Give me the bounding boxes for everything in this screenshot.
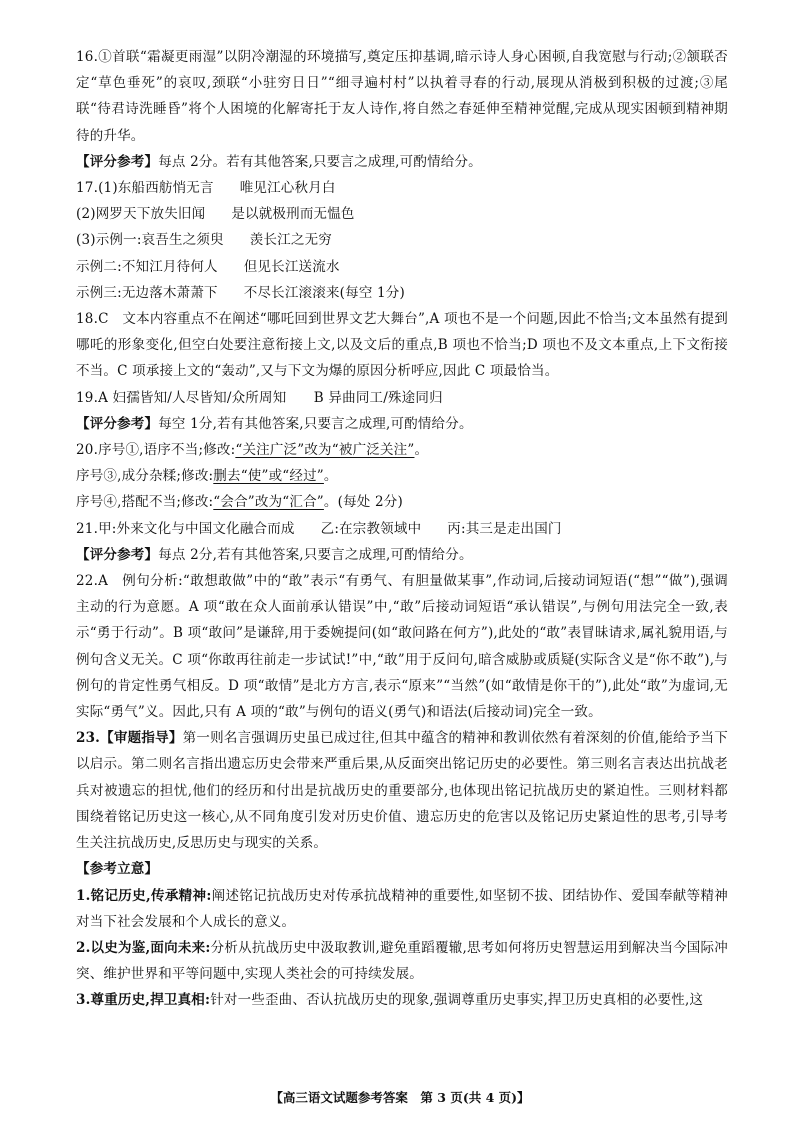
q23-idea-2	[76, 935, 728, 987]
q20-line-1	[76, 437, 728, 463]
scoring-label: 【评分参考】	[76, 153, 159, 170]
q17-blank-4: 是以就极刑而无愠色	[231, 206, 355, 223]
q20-fix-2: 删去“使”或“经过”	[213, 468, 324, 485]
q17-line-4	[76, 254, 728, 280]
q23-guidance-label: 23.【审题指导】	[76, 730, 183, 747]
q17-example-3a: 示例三:无边落木萧萧下	[76, 284, 218, 301]
q23-idea-3	[76, 987, 728, 1013]
q20-fix-1: “关注广泛”改为“被广泛关注”	[235, 442, 415, 459]
q17-line-5	[76, 280, 728, 306]
q20-punct-2: 。	[323, 468, 338, 485]
q21-bing: 丙:其三是走出国门	[447, 520, 562, 537]
q21-answer	[76, 516, 728, 542]
q17-blank-1: 17.(1)东船西舫悄无言	[76, 180, 214, 197]
idea-3-title: 3.尊重历史,捍卫真相:	[76, 992, 211, 1009]
idea-1-title: 1.铭记历史,传承精神:	[76, 887, 212, 904]
q20-punct-1: 。	[414, 442, 429, 459]
answer-content	[76, 44, 728, 1014]
q19-answer: 19.A 妇孺皆知/人尽皆知/众所周知 B 异曲同工/殊途同归	[76, 389, 443, 406]
idea-2-title: 2.以史为鉴,面向未来:	[76, 939, 211, 956]
idea-2-text: 分析从抗战历史中汲取教训,避免重蹈覆辙,思考如何将历史智慧运用到解决当今国际冲突、维护世界和平等问题中,实现人类社会的可持续发展。	[76, 939, 728, 983]
q20-line-2	[76, 463, 728, 489]
q20-punct-3: 。(每处 2分)	[323, 494, 403, 511]
q17-blank-2: 唯见江心秋月白	[239, 180, 336, 197]
q23-guidance	[76, 725, 728, 856]
q17-blank-3: (2)网罗天下放失旧闻	[76, 206, 206, 223]
scoring-label: 【评分参考】	[76, 546, 159, 563]
q20-error-2: 序号③,成分杂糅;修改:	[76, 468, 214, 485]
q17-blank-5: (3)示例一:哀吾生之须臾	[76, 232, 224, 249]
q18-answer: 18.C 文本内容重点不在阐述“哪吒回到世界文艺大舞台”,A 项也不是一个问题,因此不恰当;文本虽然有提到哪吒的形象变化,但空白处要注意衔接上文,以及文后的重点,B 项也不恰当;D 项也不及文本重点,上下文衔接不当。C 项承接上文的“轰动”,又与下文为爆的原因分析呼应,因此 C 项最恰当。	[76, 311, 728, 380]
q19-scoring	[76, 411, 728, 437]
q16-scoring	[76, 149, 728, 175]
q17-example-3b: 不尽长江滚滚来(每空 1分)	[243, 284, 405, 301]
q20-line-3	[76, 489, 728, 515]
scoring-text: 每点 2分。若有其他答案,只要言之成理,可酌情给分。	[158, 153, 482, 170]
idea-3-text: 针对一些歪曲、否认抗战历史的现象,强调尊重历史事实,捍卫历史真相的必要性,这	[210, 992, 704, 1009]
q21-yi: 乙:在宗教领域中	[320, 520, 422, 537]
q20-error-1: 20.序号①,语序不当;修改:	[76, 442, 236, 459]
q16-answer: 16.①首联“霜凝更雨湿”以阴冷潮湿的环境描写,奠定压抑基调,暗示诗人身心困顿,自我宽慰与行动;②颔联否定“草色垂死”的哀叹,颈联“小驻穷日日”“细寻遍村村”以执着寻春的行动,展现从消极到积极的过渡;③尾联“待君诗洗睡昏”将个人困境的化解寄托于友人诗作,将自然之春延伸至精神觉醒,完成从现实困顿到精神期待的升华。	[76, 49, 728, 144]
q21-scoring	[76, 542, 728, 568]
scoring-text: 每点 2分,若有其他答案,只要言之成理,可酌情给分。	[158, 546, 473, 563]
q20-error-3: 序号④,搭配不当;修改:	[76, 494, 214, 511]
q17-example-2a: 示例二:不知江月待何人	[76, 258, 218, 275]
q17-blank-6: 羡长江之无穷	[249, 232, 332, 249]
q21-jia: 21.甲:外来文化与中国文化融合而成	[76, 520, 295, 537]
q23-guidance-text: 第一则名言强调历史虽已成过往,但其中蕴含的精神和教训依然有着深刻的价值,能给予当下以启示。第二则名言指出遗忘历史会带来严重后果,从反面突出铭记历史的必要性。第三则名言表达出抗战老兵对被遗忘的担忧,他们的经历和付出是抗战历史的重要部分,也体现出铭记抗战历史的紧迫性。三则材料都围绕着铭记历史这一核心,从不同角度引发对历史价值、遗忘历史的危害以及铭记历史紧迫性的思考,引导考生关注抗战历史,反思历史与现实的关系。	[76, 730, 728, 852]
page-footer: 【高三语文试题参考答案 第 3 页(共 4 页)】	[270, 1090, 530, 1105]
q22-answer: 22.A 例句分析:“敢想敢做”中的“敢”表示“有勇气、有胆量做某事”,作动词,后接动词短语(“想”“做”),强调主动的行为意愿。A 项“敢在众人面前承认错误”中,“敢”后接动词短语“承认错误”,与例句用法完全一致,表示“勇于行动”。B 项“敢问”是谦辞,用于委婉提问(如“敢问路在何方”),此处的“敢”表冒昧请求,属礼貌用语,与例句含义无关。C 项“你敢再往前走一步试试!”中,“敢”用于反问句,暗含威胁或质疑(实际含义是“你不敢”),与例句的肯定性勇气相反。D 项“敢情”是北方方言,表示“原来”“当然”(如“敢情是你干的”),此处“敢”为虚词,无实际“勇气”义。因此,只有 A 项的“敢”与例句的语义(勇气)和语法(后接动词)完全一致。	[76, 573, 728, 721]
q17-line-2	[76, 201, 728, 227]
idea-1-text: 阐述铭记抗战历史对传承抗战精神的重要性,如坚韧不拔、团结协作、爱国奉献等精神对当下社会发展和个人成长的意义。	[76, 887, 728, 930]
q23-idea-1	[76, 883, 728, 935]
q17-line-3	[76, 227, 728, 253]
q17-example-2b: 但见长江送流水	[243, 258, 340, 275]
scoring-text: 每空 1分,若有其他答案,只要言之成理,可酌情给分。	[158, 415, 473, 432]
scoring-label: 【评分参考】	[76, 415, 159, 432]
q23-idea-heading: 【参考立意】	[76, 861, 159, 878]
q17-line-1	[76, 175, 728, 201]
q20-fix-3: “会合”改为“汇合”	[213, 494, 324, 511]
